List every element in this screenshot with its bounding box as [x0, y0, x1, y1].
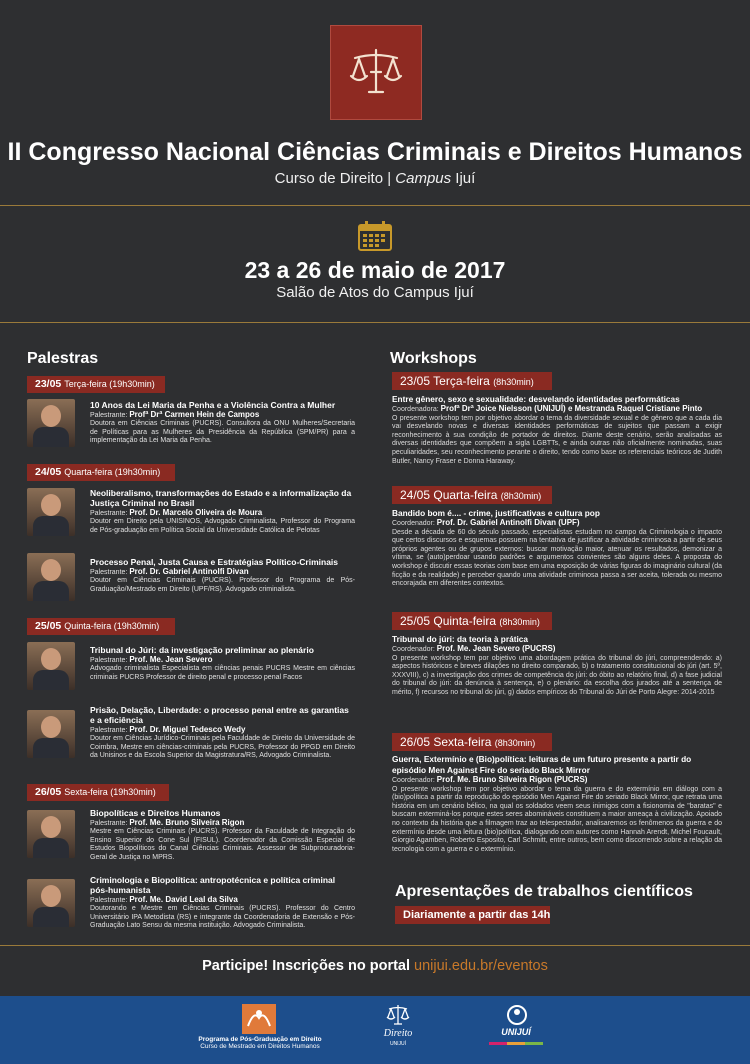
event-date: 23 a 26 de maio de 2017 [244, 257, 506, 283]
palestras-day-26: 26/05 Sexta-feira (19h30min) [27, 784, 169, 801]
talk-item: Biopolíticas e Direitos Humanos Palestrante: Prof. Me. Bruno Silveira Rigon Mestre em Ciências Criminais (PUCRS). Professor da Faculdade de Integração do Ensino Superior do Cone Sul (FISUL). Coordenador da Comissão Especial de Estudos Biopolíticos do Canal Ciências Criminais. Assessor de Subprocuradoria-Geral de Justiça no MPRS. [90, 808, 355, 861]
talk-item: Criminologia e Biopolítica: antropotécnica e política criminal pós-humanista Palestrante: Prof. Me. David Leal da Silva Doutorando e Mestre em Ciências Criminais (PUCRS). Professor do Centro Universitário IPA Metodista (RS) e integrante da Coordenadoria de Extensão e Pós-Graduação Lato Sensu da mesma instituição. Advogado Criminalista. [90, 875, 355, 930]
talk-item: 10 Anos da Lei Maria da Penha e a Violência Contra a Mulher Palestrante: Profª Drª Carmen Hein de Campos Doutora em Ciências Criminais (PUCRS). Consultora da ONU Mulheres/Secretaria de Políticas para as Mulheres da Presidência da República (SPM/PR) para a implementação da Lei Maria da Penha. [90, 400, 355, 445]
scales-logo [330, 25, 422, 120]
apresentacoes-badge: Diariamente a partir das 14h [395, 906, 550, 924]
workshops-day-25: 25/05 Quinta-feira (8h30min) [392, 612, 552, 630]
speaker-photo [27, 488, 75, 536]
direito-sub: UNIJUÍ [389, 1041, 407, 1047]
direito-label: Direito [383, 1028, 413, 1039]
workshop-item: Entre gênero, sexo e sexualidade: desvelando identidades performáticas Coordenadora: Profª Drª Joice Nielsson (UNIJUÍ) e Mestranda Raquel Cristiane Pinto O presente workshop tem por objetivo abordar o tema da diversidade sexual e de gênero que a cada dia vai desvelando novas e diversas identidades performáticas de sujeitos que passam a exigir reconhecimento à sua condição de portador de direitos. Diante deste cenário, serão analisadas as diversas identidades que compõem a sigla LGBTTs, e ainda outras não oficialmente nominadas, suas peculiaridades, seu reconhecimento perante o direito, tendo como base os referenciais teóricos de Judith Butler, Nancy Fraser e Donna Haraway. [392, 394, 722, 465]
divider [0, 945, 750, 946]
workshops-heading: Workshops [390, 350, 477, 367]
event-venue: Salão de Atos do Campus Ijuí [276, 284, 474, 301]
talk-item: Processo Penal, Justa Causa e Estratégias Político-Criminais Palestrante: Prof. Dr. Gabriel Antinolfi Divan Doutor em Ciências Criminais (PUCRS). Professor do Programa de Pós-Graduação/Mestrado em Direito (UPF/RS). Advogado criminalista. [90, 557, 355, 593]
program-logo-icon [242, 1004, 276, 1034]
speaker-photo [27, 879, 75, 927]
apresentacoes-heading: Apresentações de trabalhos científicos [395, 883, 693, 900]
footer [0, 996, 750, 1064]
scales-of-justice-icon [345, 42, 407, 104]
palestras-day-24: 24/05 Quarta-feira (19h30min) [27, 464, 175, 481]
divider [0, 322, 750, 323]
palestras-day-23: 23/05 Terça-feira (19h30min) [27, 376, 165, 393]
workshops-day-23: 23/05 Terça-feira (8h30min) [392, 372, 552, 390]
workshop-item: Tribunal do júri: da teoria à prática Coordenador: Prof. Me. Jean Severo (PUCRS) O presente workshop tem por objetivo uma abordagem prática do tribunal do júri, compreendendo: a) aspectos históricos e breves dilações no direito comparado, b) o tratamento constitucional do júri (art. 5º, XXXVIII), c) a investigação dos crimes de competência do júri: do óbito ao relatório final, d) a fase judicial do tribunal do júri: da denúncia à sentença, e) o plenário: da escolha dos jurados até a sentença de mérito, f) recursos no tribunal do júri, g) dados empíricos do Tribunal do Júri de Porto Alegre: 2014-2015 [392, 634, 722, 696]
page-title: II Congresso Nacional Ciências Criminais e Direitos Humanos [7, 138, 743, 166]
calendar-icon [357, 220, 393, 252]
unijui-logo-icon [506, 1004, 528, 1026]
registration-link[interactable]: unijui.edu.br/eventos [414, 958, 548, 974]
talk-item: Tribunal do Júri: da investigação preliminar ao plenário Palestrante: Prof. Me. Jean Severo Advogado criminalista Especialista em ciências penais PUCRS Mestre em ciências criminais PUCRS Professor de direito penal e processo penal Facos [90, 645, 355, 681]
talk-item: Neoliberalismo, transformações do Estado e a informalização da Justiça Criminal no Brasil Palestrante: Prof. Dr. Marcelo Oliveira de Moura Doutor em Direito pela UNISINOS, Advogado Criminalista, Professor do Programa de Pós-graduação em Política Social da Universidade Católica de Pelotas [90, 488, 355, 534]
page-subtitle: Curso de Direito | Campus Ijuí [274, 170, 476, 187]
talk-item: Prisão, Delação, Liberdade: o processo penal entre as garantias e a eficiência Palestrante: Prof. Dr. Miguel Tedesco Wedy Doutor em Ciências Jurídico-Criminais pela Faculdade de Direito da Universidade de Coimbra, Mestre em ciências-criminais pela PUCRS, Professor do PPGD em Direito da Unisinos e da Escola Superior da Magistratura/RS, Advogado Criminalista. [90, 705, 355, 760]
workshop-item: Bandido bom é.... - crime, justificativas e cultura pop Coordenador: Prof. Dr. Gabriel Antinolfi Divan (UPF) Desde a década de 60 do século passado, especialistas estudam no campo da Criminologia o impacto que certos discursos e esquemas possuem na tentativa de justificar a atividade criminosa a partir de seus próprios agentes ou de grupos externos: buscar motivação maior, atenuar os resultados, demonizar a vítima, se (auto)perdoar usando padrões e argumentos convientes são alguns deles. A proposta do workshop é discutir essas teorias com base em uma exposição de várias figuras do imaginário cultural (da ficção e da realidade) e perceber quando uma atividade criminosa passa a ser aceita, tolerada ou mesmo encorajada em diferentes contextos. [392, 508, 722, 588]
workshops-day-24: 24/05 Quarta-feira (8h30min) [392, 486, 552, 504]
speaker-photo [27, 399, 75, 447]
speaker-photo [27, 642, 75, 690]
unijui-label: UNIJUÍ [501, 1027, 531, 1037]
program-name: Programa de Pós-Graduação em Direito Curso de Mestrado em Direitos Humanos [198, 1036, 322, 1050]
registration-cta: Participe! Inscrições no portal unijui.edu.br/eventos [202, 958, 548, 974]
speaker-photo [27, 810, 75, 858]
speaker-photo [27, 710, 75, 758]
palestras-heading: Palestras [27, 350, 99, 367]
speaker-photo [27, 553, 75, 601]
workshop-item: Guerra, Extermínio e (Bio)política: leituras de um futuro presente a partir do episódio Men Against Fire do seriado Black Mirror Coordenador: Prof. Me. Bruno Silveira Rigon (PUCRS) O presente workshop tem por objetivo abordar o tema da guerra e do extermínio em diálogo com a (bio)política a partir da reprodução do episódio Men Against Fire do seriado Black Mirror, que retrata uma história em um cenário bélico, na qual os soldados veem seus inimigos com a fisionomia de "baratas" e buscam exterminá-los porque estes seres abomináveis constituem a maior ameaça à civilização. Apoiado no contexto da história que a filmagem traz ao telespectador, analisaremos os fenômenos da guerra e do extermínio desde uma leitura (bio)política, dialogando com autores como Hannah Arendt, Michel Foucault, Giorgio Agamben, Roberto Esposito, Carl Schmitt, entre outros, bem como discorrendo sobre a relação da tecnologia com a guerra e o extermínio. [392, 754, 722, 853]
workshops-day-26: 26/05 Sexta-feira (8h30min) [392, 733, 552, 751]
direito-scales-icon [386, 1002, 410, 1028]
unijui-color-strip [489, 1042, 543, 1045]
palestras-day-25: 25/05 Quinta-feira (19h30min) [27, 618, 175, 635]
divider [0, 205, 750, 206]
